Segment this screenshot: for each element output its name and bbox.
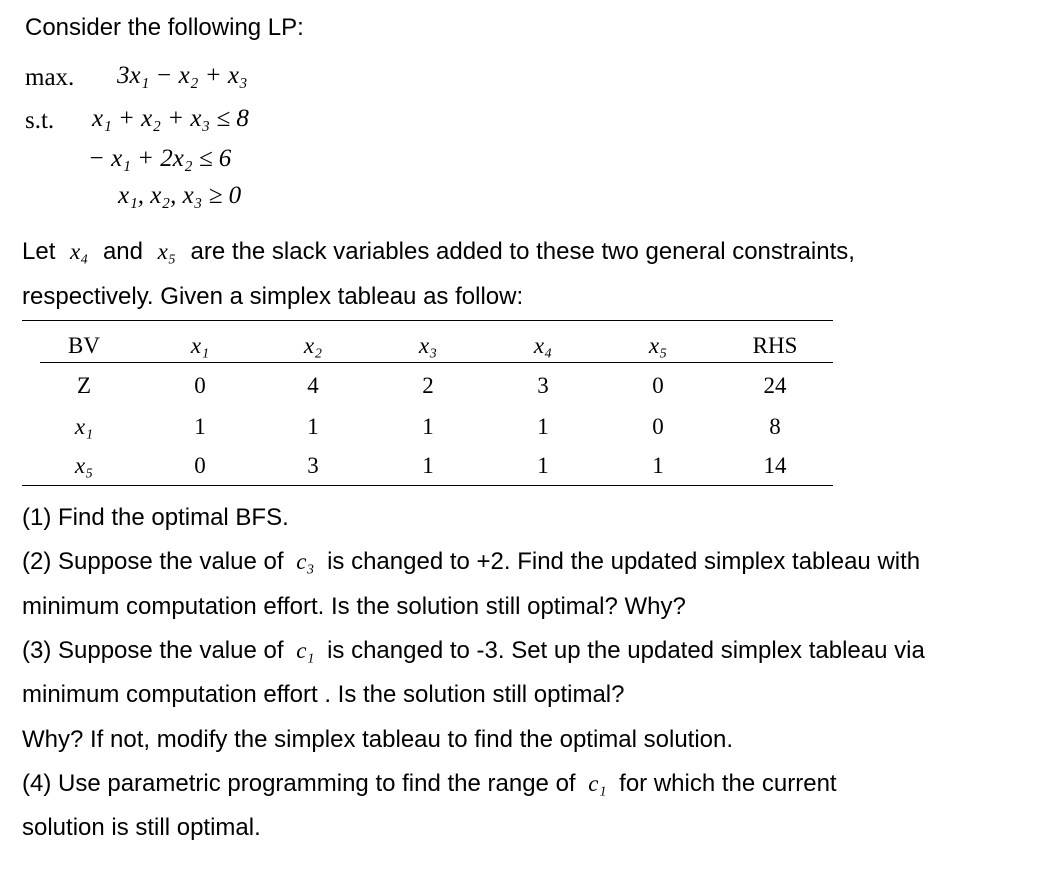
q4-prefix: (4) Use parametric programming to find the range of [22,770,576,797]
nonnegativity-constraint: x₁, x₂, x₃ ≥ 0 [118,182,242,209]
header-x2: x₂ [303,333,323,358]
q2-suffix: is changed to +2. Find the updated simplex tableau with [327,548,921,575]
q3-suffix: is changed to -3. Set up the updated simplex tableau via [327,637,925,664]
slack-line-2: respectively. Given a simplex tableau as follow: [22,283,524,310]
q3-prefix: (3) Suppose the value of [22,637,284,664]
row-z-x4: 3 [537,373,549,398]
row-x1-bv: x₁ [74,414,94,439]
row-x1-x2: 1 [307,414,319,439]
tableau-bottom-rule [22,485,833,486]
row-z-rhs: 24 [763,373,787,398]
tableau-top-rule [22,320,833,321]
row-x5-x4: 1 [537,453,549,478]
q4-suffix: for which the current [619,770,837,797]
var-x4: x₄ [70,239,89,264]
constraint-1: x₁ + x₂ + x₃ ≤ 8 [92,105,249,132]
intro-text: Consider the following LP: [25,14,304,41]
row-x1-rhs: 8 [769,414,781,439]
question-4-line-1 [22,770,837,798]
question-1: (1) Find the optimal BFS. [22,504,289,531]
slack-description [22,238,855,266]
row-x1-x5: 0 [652,414,664,439]
row-x1-x4: 1 [537,414,549,439]
row-z-x2: 4 [307,373,319,398]
header-x1: x₁ [190,333,210,358]
q2-prefix: (2) Suppose the value of [22,548,284,575]
header-x3: x₃ [418,333,438,358]
question-4-line-2: solution is still optimal. [22,814,261,841]
var-x5: x₅ [157,239,176,264]
constraint-2: − x₁ + 2x₂ ≤ 6 [88,145,232,172]
let-word: Let [22,238,56,265]
st-label: s.t. [25,107,55,134]
header-bv: BV [68,333,100,358]
row-x1-x3: 1 [422,414,434,439]
question-2-line-2: minimum computation effort. Is the solution still optimal? Why? [22,593,686,620]
question-3-line-2: minimum computation effort . Is the solution still optimal? [22,681,625,708]
var-c1-q3: c₁ [296,638,315,663]
question-3-line-3: Why? If not, modify the simplex tableau to find the optimal solution. [22,726,734,753]
slack-rest: are the slack variables added to these two general constraints, [190,238,855,265]
row-z-x3: 2 [422,373,434,398]
header-rhs: RHS [752,333,798,358]
row-z-x5: 0 [652,373,664,398]
row-z-bv: Z [76,373,92,398]
row-x5-rhs: 14 [763,453,787,478]
row-x1-x1: 1 [194,414,206,439]
header-x4: x₄ [533,333,553,358]
question-3-line-1 [22,637,925,665]
and-word: and [102,238,143,265]
row-x5-bv: x₅ [74,453,94,478]
row-x5-x3: 1 [422,453,434,478]
objective-function: 3x₁ − x₂ + x₃ [117,62,248,89]
row-x5-x2: 3 [307,453,319,478]
row-x5-x5: 1 [652,453,664,478]
var-c3: c₃ [296,549,315,574]
row-x5-x1: 0 [194,453,206,478]
row-z-x1: 0 [194,373,206,398]
objective-label: max. [25,64,75,91]
question-2-line-1 [22,548,920,576]
header-x5: x₅ [648,333,668,358]
var-c1-q4: c₁ [588,771,607,796]
header-underline [40,362,833,363]
